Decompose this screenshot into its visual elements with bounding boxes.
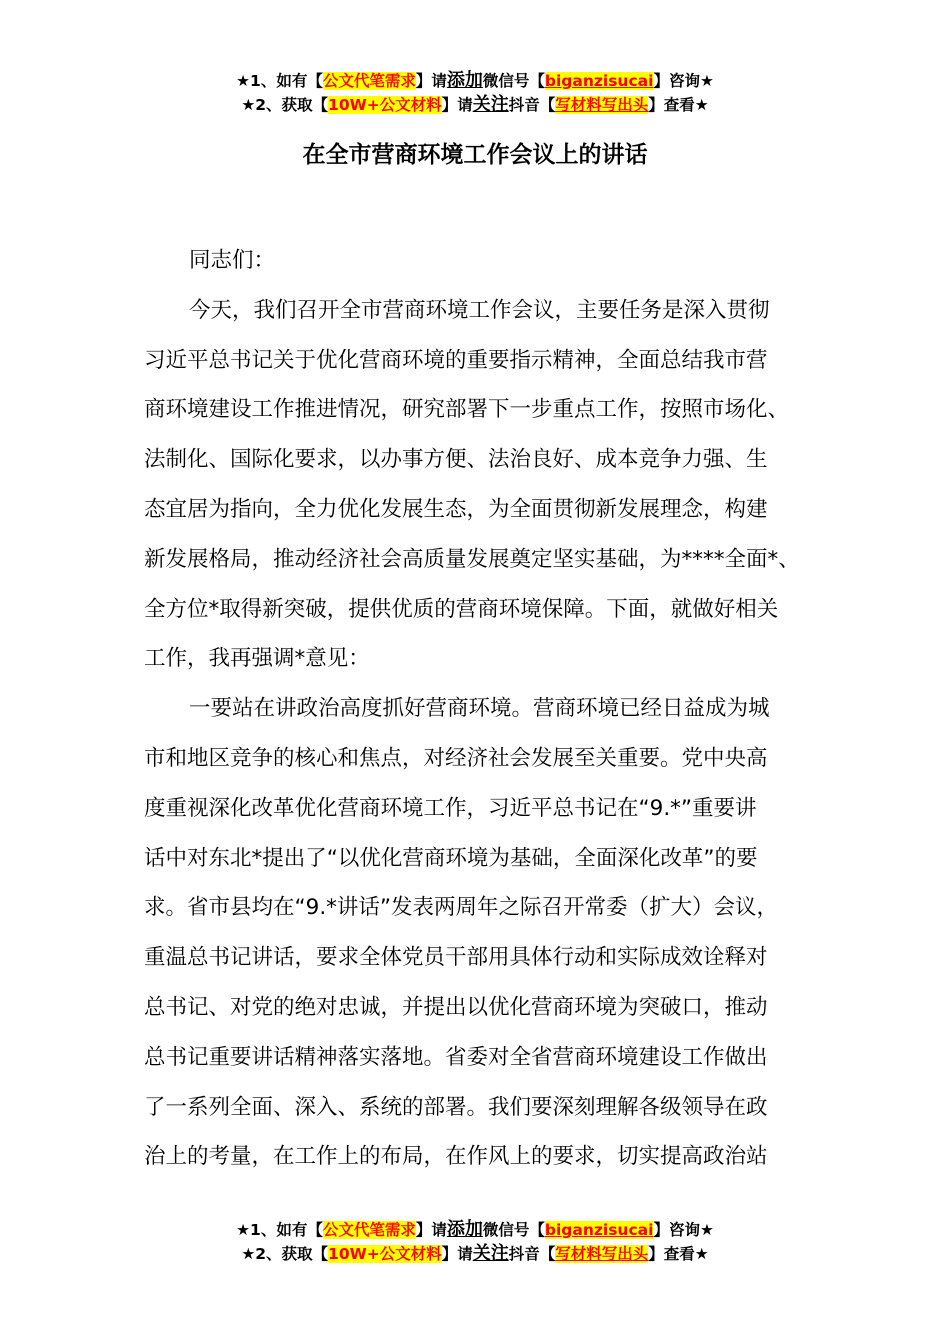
promo-footer-line-2 [0, 1242, 950, 1266]
highlight-text: 10W+公文材料 [328, 1245, 442, 1263]
promo-text: 抖音【 [508, 96, 556, 114]
body-text-line: 治上的考量，在工作上的布局，在作风上的要求，切实提高政治站 [144, 1144, 768, 1170]
promo-line-2 [0, 93, 950, 117]
promo-text: 】请 [441, 1245, 473, 1263]
body-text-line: 商环境建设工作推进情况，研究部署下一步重点工作，按照市场化、 [144, 397, 790, 423]
body-text-line: 市和地区竞争的核心和焦点，对经济社会发展至关重要。党中央高 [144, 745, 768, 771]
body-text-line: 工作，我再强调*意见： [144, 646, 370, 672]
underlined-text: 关注 [472, 1243, 509, 1264]
document-title: 在全市营商环境工作会议上的讲话 [302, 142, 648, 168]
underlined-text: 添加 [446, 1219, 483, 1240]
body-text-line: 习近平总书记关于优化营商环境的重要指示精神，全面总结我市营 [144, 347, 768, 373]
promo-text: 微信号【 [482, 1221, 545, 1239]
highlight-text: 写材料写出头 [555, 1245, 649, 1263]
underlined-text: 添加 [446, 70, 483, 91]
body-text-line: 重温总书记讲话，要求全体党员干部用具体行动和实际成效诠释对 [144, 945, 768, 971]
highlight-text: biganzisucai [544, 1221, 654, 1239]
highlight-text: 公文代笔需求 [322, 1221, 416, 1239]
underlined-text: 关注 [472, 94, 509, 115]
promo-text: 】请 [415, 1221, 447, 1239]
body-text-line: 度重视深化改革优化营商环境工作，习近平总书记在“9.*”重要讲 [144, 795, 757, 821]
highlight-text: 公文代笔需求 [322, 72, 416, 90]
body-text-line: 总书记、对党的绝对忠诚，并提出以优化营商环境为突破口，推动 [144, 994, 768, 1020]
body-text-line: 了一系列全面、深入、系统的部署。我们要深刻理解各级领导在政 [144, 1094, 768, 1120]
promo-text: 】查看★ [648, 96, 709, 114]
body-text-line: 话中对东北*提出了“以优化营商环境为基础，全面深化改革”的要 [144, 845, 758, 871]
promo-text: 】咨询★ [653, 1221, 714, 1239]
promo-line-1 [0, 69, 950, 93]
body-text-line: 态宜居为指向，全力优化发展生态，为全面贯彻新发展理念，构建 [144, 496, 768, 522]
promo-text: 】请 [415, 72, 447, 90]
promo-text: 抖音【 [508, 1245, 556, 1263]
highlight-text: 写材料写出头 [555, 96, 649, 114]
promo-text: ★2、获取【 [241, 96, 329, 114]
body-text-line: 求。省市县均在“9.*讲话”发表两周年之际召开常委（扩大）会议， [144, 895, 779, 921]
promo-text: 】请 [441, 96, 473, 114]
body-text-line: 一要站在讲政治高度抓好营商环境。营商环境已经日益成为城 [189, 696, 770, 722]
body-text-line: 今天，我们召开全市营商环境工作会议，主要任务是深入贯彻 [189, 297, 770, 323]
promo-footer-line-1 [0, 1218, 950, 1242]
highlight-text: biganzisucai [544, 72, 654, 90]
promo-text: ★1、如有【 [236, 1221, 323, 1239]
body-text-line: 全方位*取得新突破，提供优质的营商环境保障。下面，就做好相关 [144, 596, 779, 622]
document-body [144, 236, 844, 1182]
highlight-text: 10W+公文材料 [328, 96, 442, 114]
promo-text: ★2、获取【 [241, 1245, 329, 1263]
body-text-line: 同志们： [189, 248, 276, 273]
promo-text: 】查看★ [648, 1245, 709, 1263]
promo-text: 】咨询★ [653, 72, 714, 90]
promo-text: ★1、如有【 [236, 72, 323, 90]
body-text-line: 新发展格局，推动经济社会高质量发展奠定坚实基础，为****全面*、 [144, 546, 800, 572]
body-text-line: 总书记重要讲话精神落实落地。省委对全省营商环境建设工作做出 [144, 1044, 768, 1070]
promo-text: 微信号【 [482, 72, 545, 90]
body-text-line: 法制化、国际化要求，以办事方便、法治良好、成本竞争力强、生 [144, 447, 768, 473]
